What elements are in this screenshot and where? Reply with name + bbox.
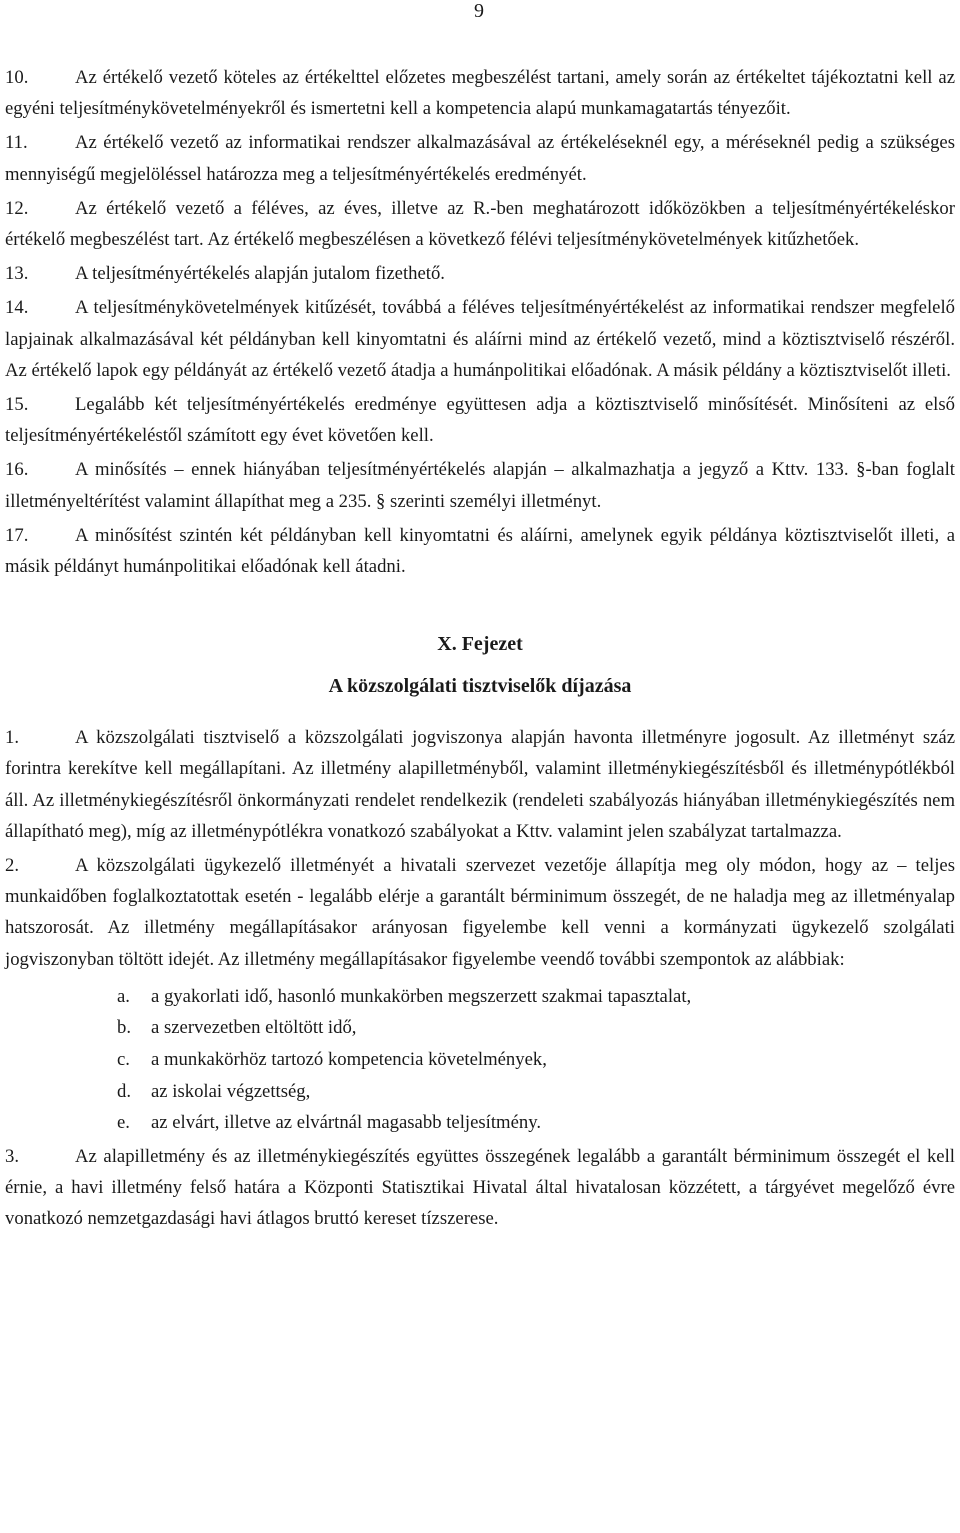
paragraph-11 (5, 127, 955, 189)
paragraph-text: A teljesítménykövetelmények kitűzését, továbbá a féléves teljesítményértékelést az informatikai rendszer megfelelő lapjainak alkalmazásával két példányban kell kinyomtatni és aláírni mind az értékelő vezető, mind a köztisztviselő részéről. Az értékelő lapok egy példányát az értékelő vezető átadja a humánpolitikai előadónak. A másik példány a köztisztviselőt illeti. (5, 297, 955, 381)
chapter-title: A közszolgálati tisztviselők díjazása (328, 675, 632, 698)
paragraph-10 (5, 62, 955, 124)
chapter-number: X. Fejezet (437, 633, 523, 656)
paragraph-number: 12. (5, 197, 29, 219)
paragraph-2 (5, 850, 955, 975)
paragraph-text: Az értékelő vezető az informatikai rendszer alkalmazásával az értékeléseknél egy, a méréseknél pedig a szükséges mennyiségű megjelöléssel határozza meg a teljesítményértékelés eredményét. (5, 132, 955, 185)
document-body (5, 62, 955, 1237)
list-item-text: a munkakörhöz tartozó kompetencia követelmények, (151, 1049, 547, 1071)
list-item-letter: c. (117, 1049, 130, 1071)
paragraph-number: 13. (5, 263, 29, 285)
list-item-letter: e. (117, 1112, 130, 1134)
list-item-text: az elvárt, illetve az elvártnál magasabb teljesítmény. (151, 1112, 542, 1134)
paragraph-text: A közszolgálati ügykezelő illetményét a hivatali szervezet vezetője állapítja meg oly módon, hogy az – teljes munkaidőben foglalkoztatottak esetén - legalább elérje a garantált bérminimum összegét, de ne haladja meg az illetményalap hatszorosát. Az illetmény megállapításakor arányosan figyelembe kell venni a kormányzati ügykezelő szolgálati jogviszonyban töltött idejét. Az illetmény megállapításakor figyelembe veendő további szempontok az alábbiak: (5, 855, 955, 970)
list-item-text: a szervezetben eltöltött idő, (151, 1017, 357, 1039)
paragraph-number: 3. (5, 1145, 20, 1167)
list-item (117, 981, 955, 1013)
paragraph-text: Legalább két teljesítményértékelés eredménye együttesen adja a köztisztviselő minősítését. Minősíteni az első teljesítményértékeléstől számított egy évet követően kell. (5, 394, 955, 447)
list-item (117, 1044, 955, 1076)
paragraph-16 (5, 454, 955, 516)
page-number: 9 (474, 0, 484, 22)
paragraph-1 (5, 722, 955, 847)
paragraph-14 (5, 292, 955, 386)
paragraph-17 (5, 520, 955, 582)
list-item-text: az iskolai végzettség, (151, 1080, 311, 1102)
list-item (117, 1107, 955, 1139)
paragraph-3 (5, 1141, 955, 1235)
paragraph-text: A minősítés – ennek hiányában teljesítményértékelés alapján – alkalmazhatja a jegyző a Kttv. 133. §-ban foglalt illetményeltérítést valamint állapíthat meg a 235. § szerinti személyi illetményt. (5, 459, 955, 512)
paragraph-12 (5, 193, 955, 255)
paragraph-number: 15. (5, 394, 29, 416)
list-item-letter: b. (117, 1017, 132, 1039)
paragraph-number: 2. (5, 855, 20, 877)
list-item (117, 1076, 955, 1108)
list-item-letter: a. (117, 985, 130, 1007)
criteria-list (5, 981, 955, 1139)
paragraph-number: 14. (5, 297, 29, 319)
paragraph-number: 16. (5, 459, 29, 481)
list-item-letter: d. (117, 1080, 132, 1102)
paragraph-text: Az alapilletmény és az illetménykiegészítés együttes összegének legalább a garantált bérminimum összegét el kell érnie, a havi illetmény felső határa a Központi Statisztikai Hivatal által hivatalosan közzétett, a tárgyévet megelőző évre vonatkozó nemzetgazdasági havi átlagos bruttó kereset tízszerese. (5, 1145, 955, 1230)
paragraph-13 (5, 258, 955, 289)
section-spacer (5, 585, 955, 630)
paragraph-number: 10. (5, 67, 29, 88)
paragraph-text: Az értékelő vezető a féléves, az éves, illetve az R.-ben meghatározott időközökben a teljesítményértékeléskor értékelő megbeszélést tart. Az értékelő megbeszélésen a következő félévi teljesítménykövetelmények kitűzhetőek. (5, 197, 955, 251)
paragraph-number: 1. (5, 727, 20, 749)
list-item (117, 1012, 955, 1044)
paragraph-text: A teljesítményértékelés alapján jutalom fizethető. (75, 263, 445, 285)
paragraph-number: 17. (5, 524, 29, 546)
paragraph-15 (5, 389, 955, 451)
paragraph-text: Az értékelő vezető köteles az értékelttel előzetes megbeszélést tartani, amely során az értékeltet tájékoztatni kell az egyéni teljesítménykövetelményekről és ismertetni kell a kompetencia alapú munkamagatartás tényezőit. (5, 67, 955, 120)
list-item-text: a gyakorlati idő, hasonló munkakörben megszerzett szakmai tapasztalat, (151, 985, 692, 1007)
paragraph-text: A közszolgálati tisztviselő a közszolgálati jogviszonya alapján havonta illetményre jogosult. Az illetményt száz forintra kerekítve kell megállapítani. Az illetmény alapilletményből, valamint illetménykiegészítésből és illetménypótlékból áll. Az illetménykiegészítésről önkormányzati rendelet rendelkezik (rendeleti szabályozás hiányában illetménykiegészítés nem állapítható meg), míg az illetménypótlékra vonatkozó szabályokat a Kttv. valamint jelen szabályzat tartalmazza. (5, 727, 955, 842)
paragraph-number: 11. (5, 132, 28, 154)
paragraph-text: A minősítést szintén két példányban kell kinyomtatni és aláírni, amelynek egyik példánya köztisztviselőt illeti, a másik példányt humánpolitikai előadónak kell átadni. (5, 524, 955, 578)
